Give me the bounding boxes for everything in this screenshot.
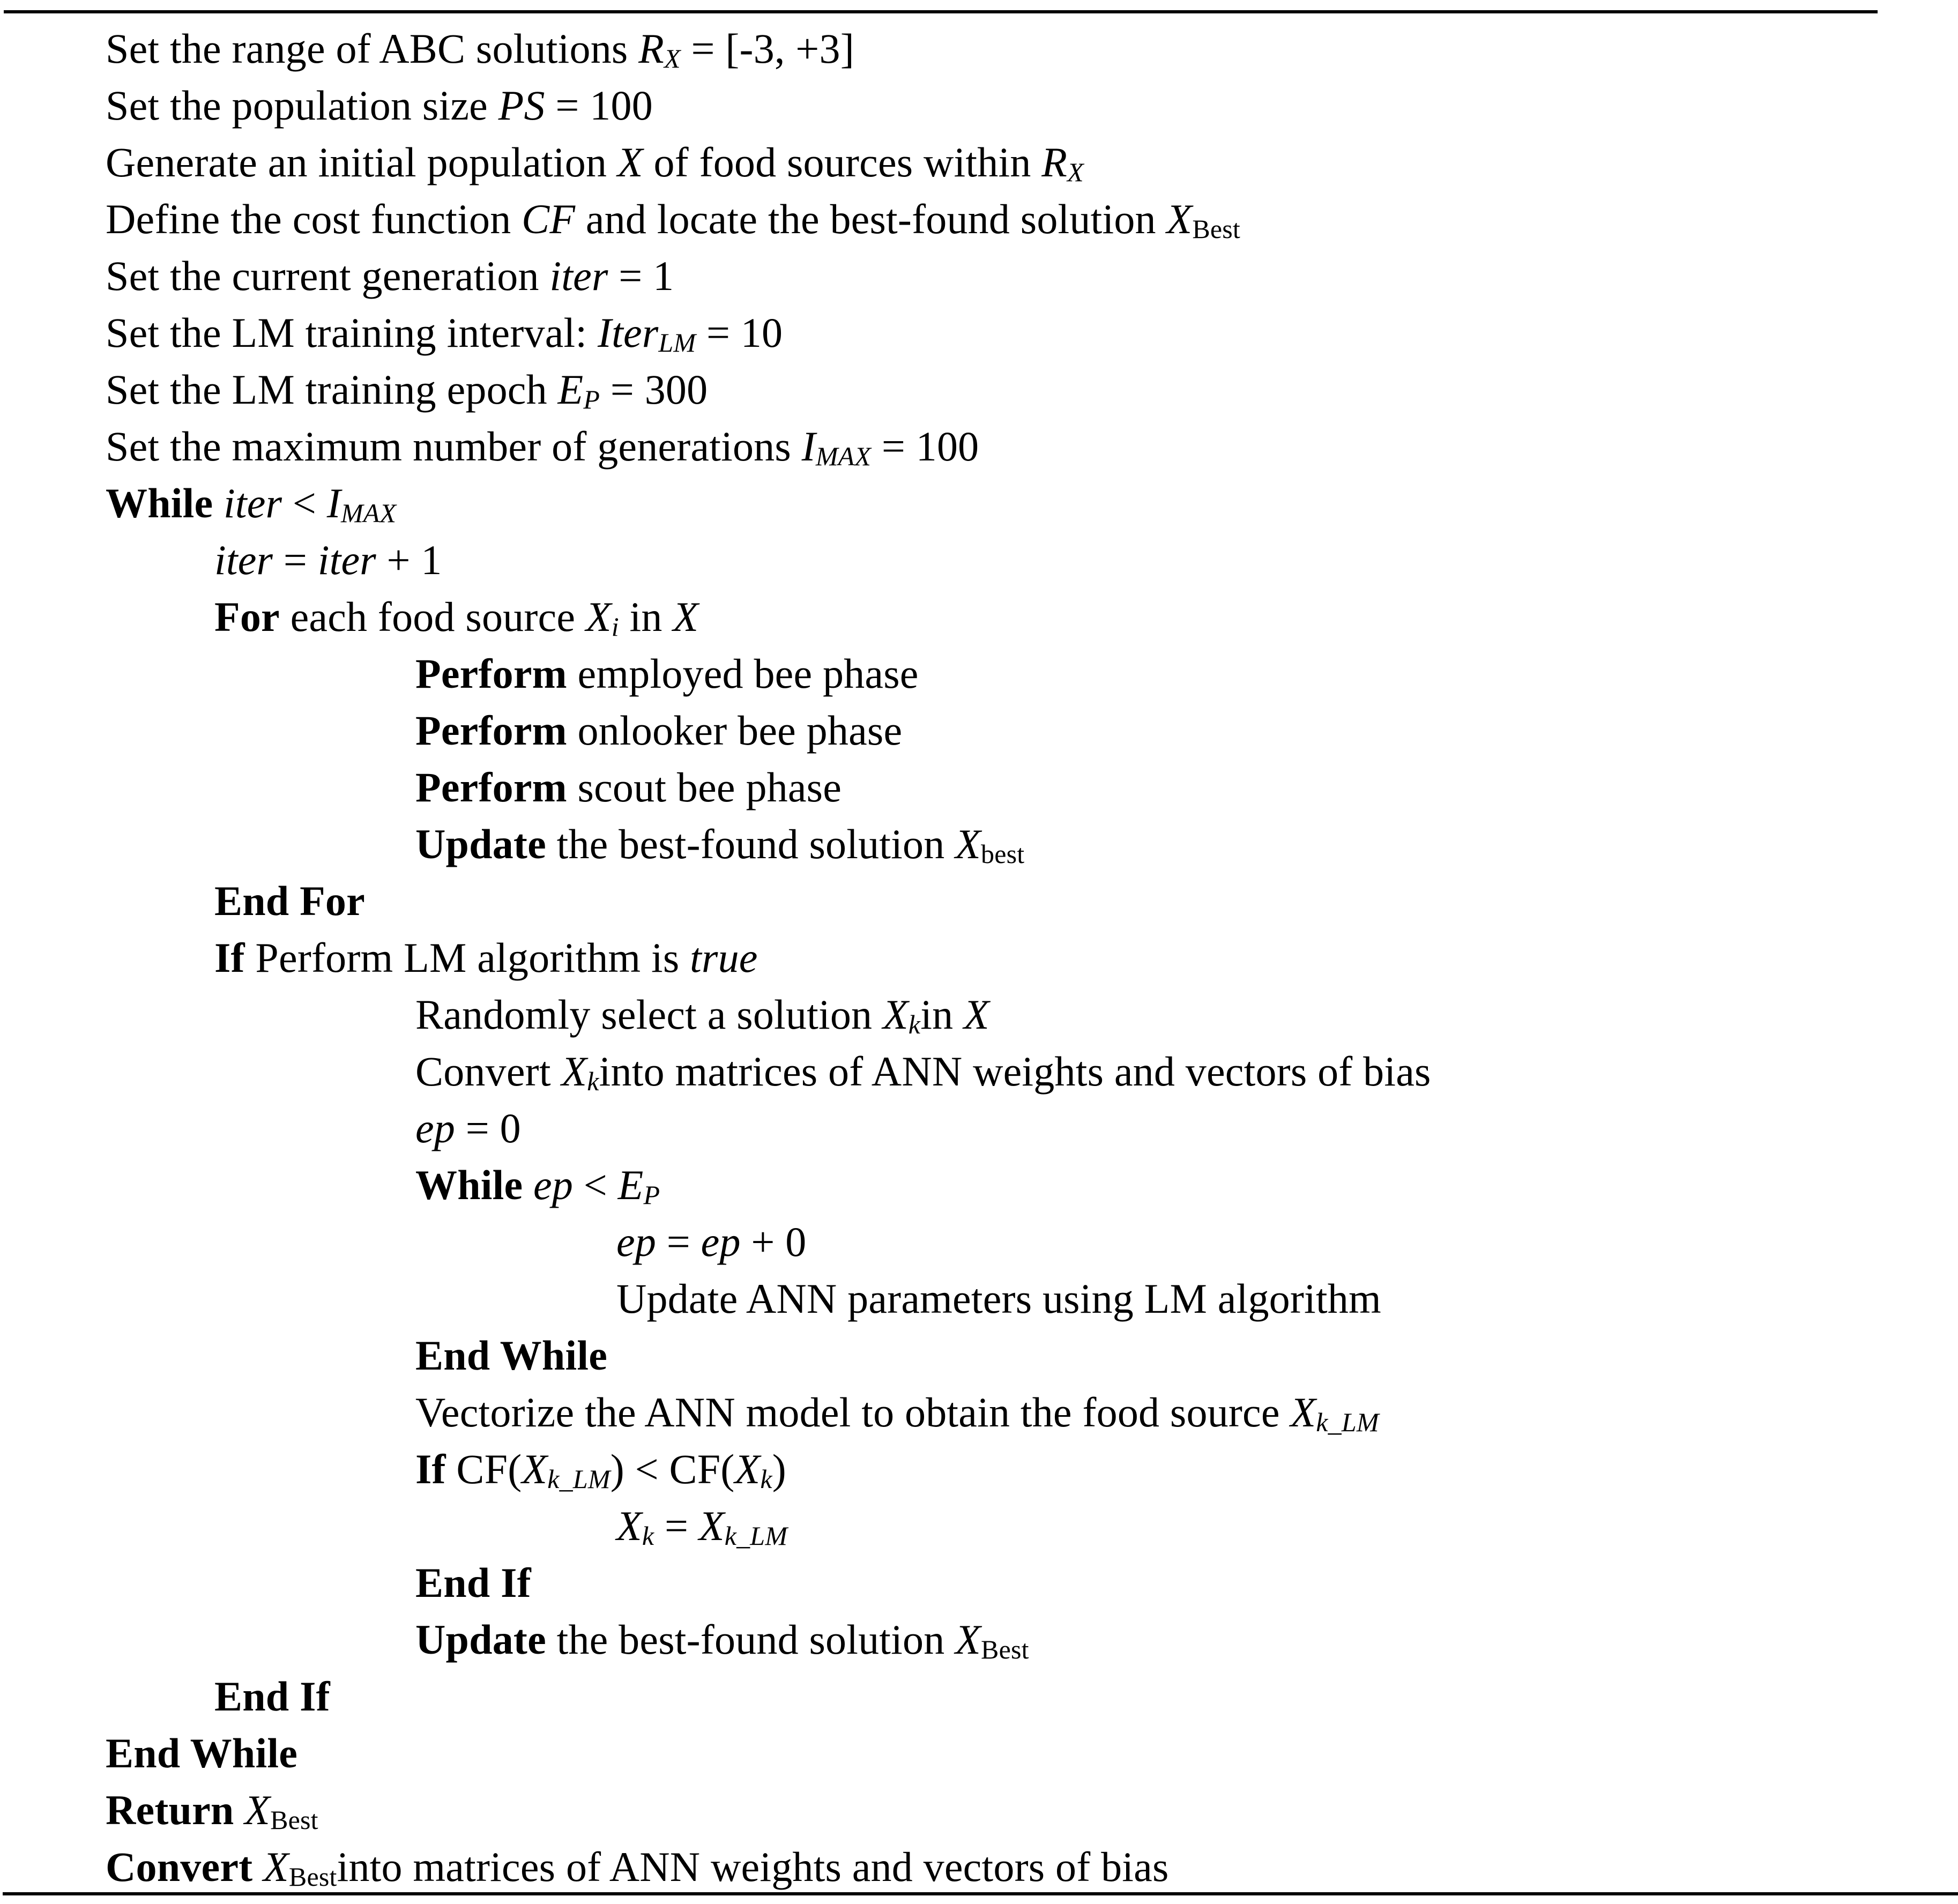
variable: ep	[701, 1218, 741, 1265]
subscript: Best	[981, 1634, 1029, 1664]
variable: X	[522, 1446, 548, 1492]
algorithm-line	[415, 1441, 786, 1498]
variable: X	[734, 1446, 761, 1492]
keyword: Update	[415, 1616, 546, 1663]
subscript: best	[981, 839, 1025, 869]
text-segment: <	[573, 1162, 618, 1208]
subscript: k_LM	[724, 1521, 788, 1551]
text-segment: onlooker bee phase	[567, 707, 903, 754]
keyword: End If	[214, 1673, 330, 1720]
variable: iter	[214, 537, 273, 583]
variable: X	[617, 139, 643, 185]
subscript: k_LM	[1316, 1407, 1379, 1437]
keyword: End For	[214, 877, 365, 924]
keyword: While	[415, 1162, 523, 1208]
text-segment: = 10	[696, 309, 783, 356]
bottom-rule	[3, 1892, 1958, 1895]
text-segment	[523, 1162, 533, 1208]
variable: I	[801, 423, 816, 470]
text-segment: Generate an initial population	[106, 139, 617, 185]
algorithm-line	[214, 1668, 330, 1725]
text-segment: Set the current generation	[106, 252, 550, 299]
algorithm-line	[106, 1725, 297, 1782]
text-segment: ) < CF(	[610, 1446, 735, 1492]
text-segment: + 1	[376, 537, 442, 583]
subscript: k	[908, 1009, 921, 1039]
algorithm-line	[106, 248, 674, 304]
variable: E	[617, 1162, 644, 1208]
text-segment: Set the population size	[106, 82, 498, 129]
text-segment: =	[656, 1218, 701, 1265]
variable: R	[1041, 139, 1068, 185]
variable: X	[244, 1787, 271, 1833]
keyword: If	[415, 1446, 446, 1492]
text-segment: Define the cost function	[106, 196, 522, 242]
keyword: End If	[415, 1559, 531, 1606]
subscript: MAX	[340, 498, 397, 528]
algorithm-line	[214, 929, 758, 986]
keyword: Update	[415, 821, 546, 867]
variable: PS	[498, 82, 545, 129]
algorithm-line	[415, 1157, 660, 1214]
text-segment: Set the maximum number of generations	[106, 423, 802, 470]
subscript: X	[1067, 157, 1084, 187]
keyword: Perform	[415, 650, 567, 697]
subscript: P	[583, 384, 600, 414]
algorithm-line	[415, 816, 1024, 873]
keyword: End While	[106, 1730, 298, 1776]
algorithm-line	[106, 77, 653, 134]
subscript: Best	[270, 1805, 318, 1835]
text-segment: = 1	[608, 252, 674, 299]
text-segment: employed bee phase	[567, 650, 919, 697]
algorithm-line	[616, 1214, 806, 1270]
keyword: For	[214, 593, 280, 640]
text-segment: <	[282, 480, 327, 526]
variable: true	[690, 934, 758, 981]
variable: iter	[224, 480, 282, 526]
text-segment: Randomly select a solution	[415, 991, 883, 1038]
algorithm-line	[106, 191, 1240, 248]
subscript: P	[643, 1180, 660, 1210]
variable: X	[673, 593, 699, 640]
subscript: Best	[1192, 214, 1241, 244]
algorithm-line	[214, 873, 365, 929]
keyword: Perform	[415, 707, 567, 754]
keyword: Perform	[415, 764, 567, 810]
text-segment: )	[772, 1446, 786, 1492]
variable: X	[698, 1503, 725, 1549]
subscript: k	[642, 1521, 654, 1551]
text-segment: in	[619, 593, 673, 640]
text-segment: Set the range of ABC solutions	[106, 25, 639, 72]
algorithm-line	[214, 532, 442, 589]
keyword: If	[214, 934, 245, 981]
text-segment	[234, 1787, 245, 1833]
text-segment: scout bee phase	[567, 764, 842, 810]
variable: X	[561, 1048, 587, 1095]
text-segment: = 300	[600, 366, 708, 413]
variable: X	[955, 1616, 981, 1663]
variable: I	[326, 480, 341, 526]
algorithm-line	[616, 1270, 1381, 1327]
variable: CF	[522, 196, 576, 242]
variable: R	[638, 25, 665, 72]
text-segment: the best-found solution	[546, 821, 956, 867]
variable: X	[882, 991, 909, 1038]
algorithm-line	[106, 1782, 318, 1839]
text-segment: + 0	[740, 1218, 807, 1265]
text-segment: =	[654, 1503, 699, 1549]
text-segment: Convert	[415, 1048, 562, 1095]
algorithm-line	[106, 1839, 1169, 1895]
variable: X	[1166, 196, 1193, 242]
algorithm-line	[415, 986, 989, 1043]
algorithm-line	[415, 645, 919, 702]
text-segment: =	[273, 537, 318, 583]
subscript: MAX	[815, 441, 872, 471]
keyword: End While	[415, 1332, 608, 1379]
text-segment: Set the LM training epoch	[106, 366, 558, 413]
text-segment	[213, 480, 224, 526]
subscript: X	[664, 43, 681, 73]
algorithm-line	[415, 759, 842, 816]
algorithm-line	[415, 1043, 1431, 1100]
algorithm-line	[214, 589, 698, 645]
text-segment: = 100	[871, 423, 979, 470]
text-segment: = 0	[455, 1105, 521, 1151]
text-segment: each food source	[279, 593, 586, 640]
text-segment: = 100	[545, 82, 653, 129]
variable: X	[263, 1843, 289, 1890]
variable: iter	[549, 252, 608, 299]
algorithm-line	[106, 475, 396, 532]
variable: X	[963, 991, 989, 1038]
text-segment: into matrices of ANN weights and vectors of bias	[337, 1843, 1169, 1890]
subscript: LM	[658, 328, 696, 358]
variable: ep	[533, 1162, 574, 1208]
variable: iter	[317, 537, 376, 583]
algorithm-line	[415, 1100, 521, 1157]
text-segment: Perform LM algorithm is	[244, 934, 690, 981]
algorithm-line	[106, 20, 854, 77]
variable: X	[616, 1503, 642, 1549]
algorithm-line	[106, 304, 783, 361]
text-segment: the best-found solution	[546, 1616, 956, 1663]
subscript: k	[587, 1066, 599, 1096]
text-segment: of food sources within	[643, 139, 1042, 185]
algorithm-line	[415, 1384, 1379, 1441]
text-segment: Vectorize the ANN model to obtain the food source	[415, 1389, 1291, 1436]
text-segment: CF(	[445, 1446, 522, 1492]
keyword: Convert	[106, 1843, 253, 1890]
top-rule	[4, 10, 1878, 13]
algorithm-line	[415, 1555, 531, 1611]
text-segment: in	[920, 991, 964, 1038]
variable: X	[955, 821, 981, 867]
variable: ep	[415, 1105, 456, 1151]
keyword: Return	[106, 1787, 234, 1833]
keyword: While	[106, 480, 213, 526]
variable: E	[557, 366, 584, 413]
algorithm-line	[415, 1327, 607, 1384]
algorithm-line	[616, 1498, 787, 1555]
text-segment: and locate the best-found solution	[575, 196, 1167, 242]
variable: Iter	[597, 309, 659, 356]
subscript: k	[760, 1464, 772, 1494]
text-segment	[252, 1843, 263, 1890]
subscript: k_LM	[547, 1464, 611, 1494]
algorithm-line	[415, 702, 902, 759]
algorithm-line	[415, 1611, 1029, 1668]
subscript: i	[611, 612, 619, 642]
variable: ep	[616, 1218, 657, 1265]
variable: X	[585, 593, 612, 640]
subscript: Best	[288, 1862, 337, 1892]
text-segment: into matrices of ANN weights and vectors of bias	[599, 1048, 1431, 1095]
algorithm-line	[106, 418, 979, 475]
text-segment: Update ANN parameters using LM algorithm	[616, 1275, 1381, 1322]
text-segment: Set the LM training interval:	[106, 309, 598, 356]
algorithm-line	[106, 361, 708, 418]
variable: X	[1290, 1389, 1316, 1436]
text-segment: = [-3, +3]	[680, 25, 854, 72]
algorithm-line	[106, 134, 1084, 191]
